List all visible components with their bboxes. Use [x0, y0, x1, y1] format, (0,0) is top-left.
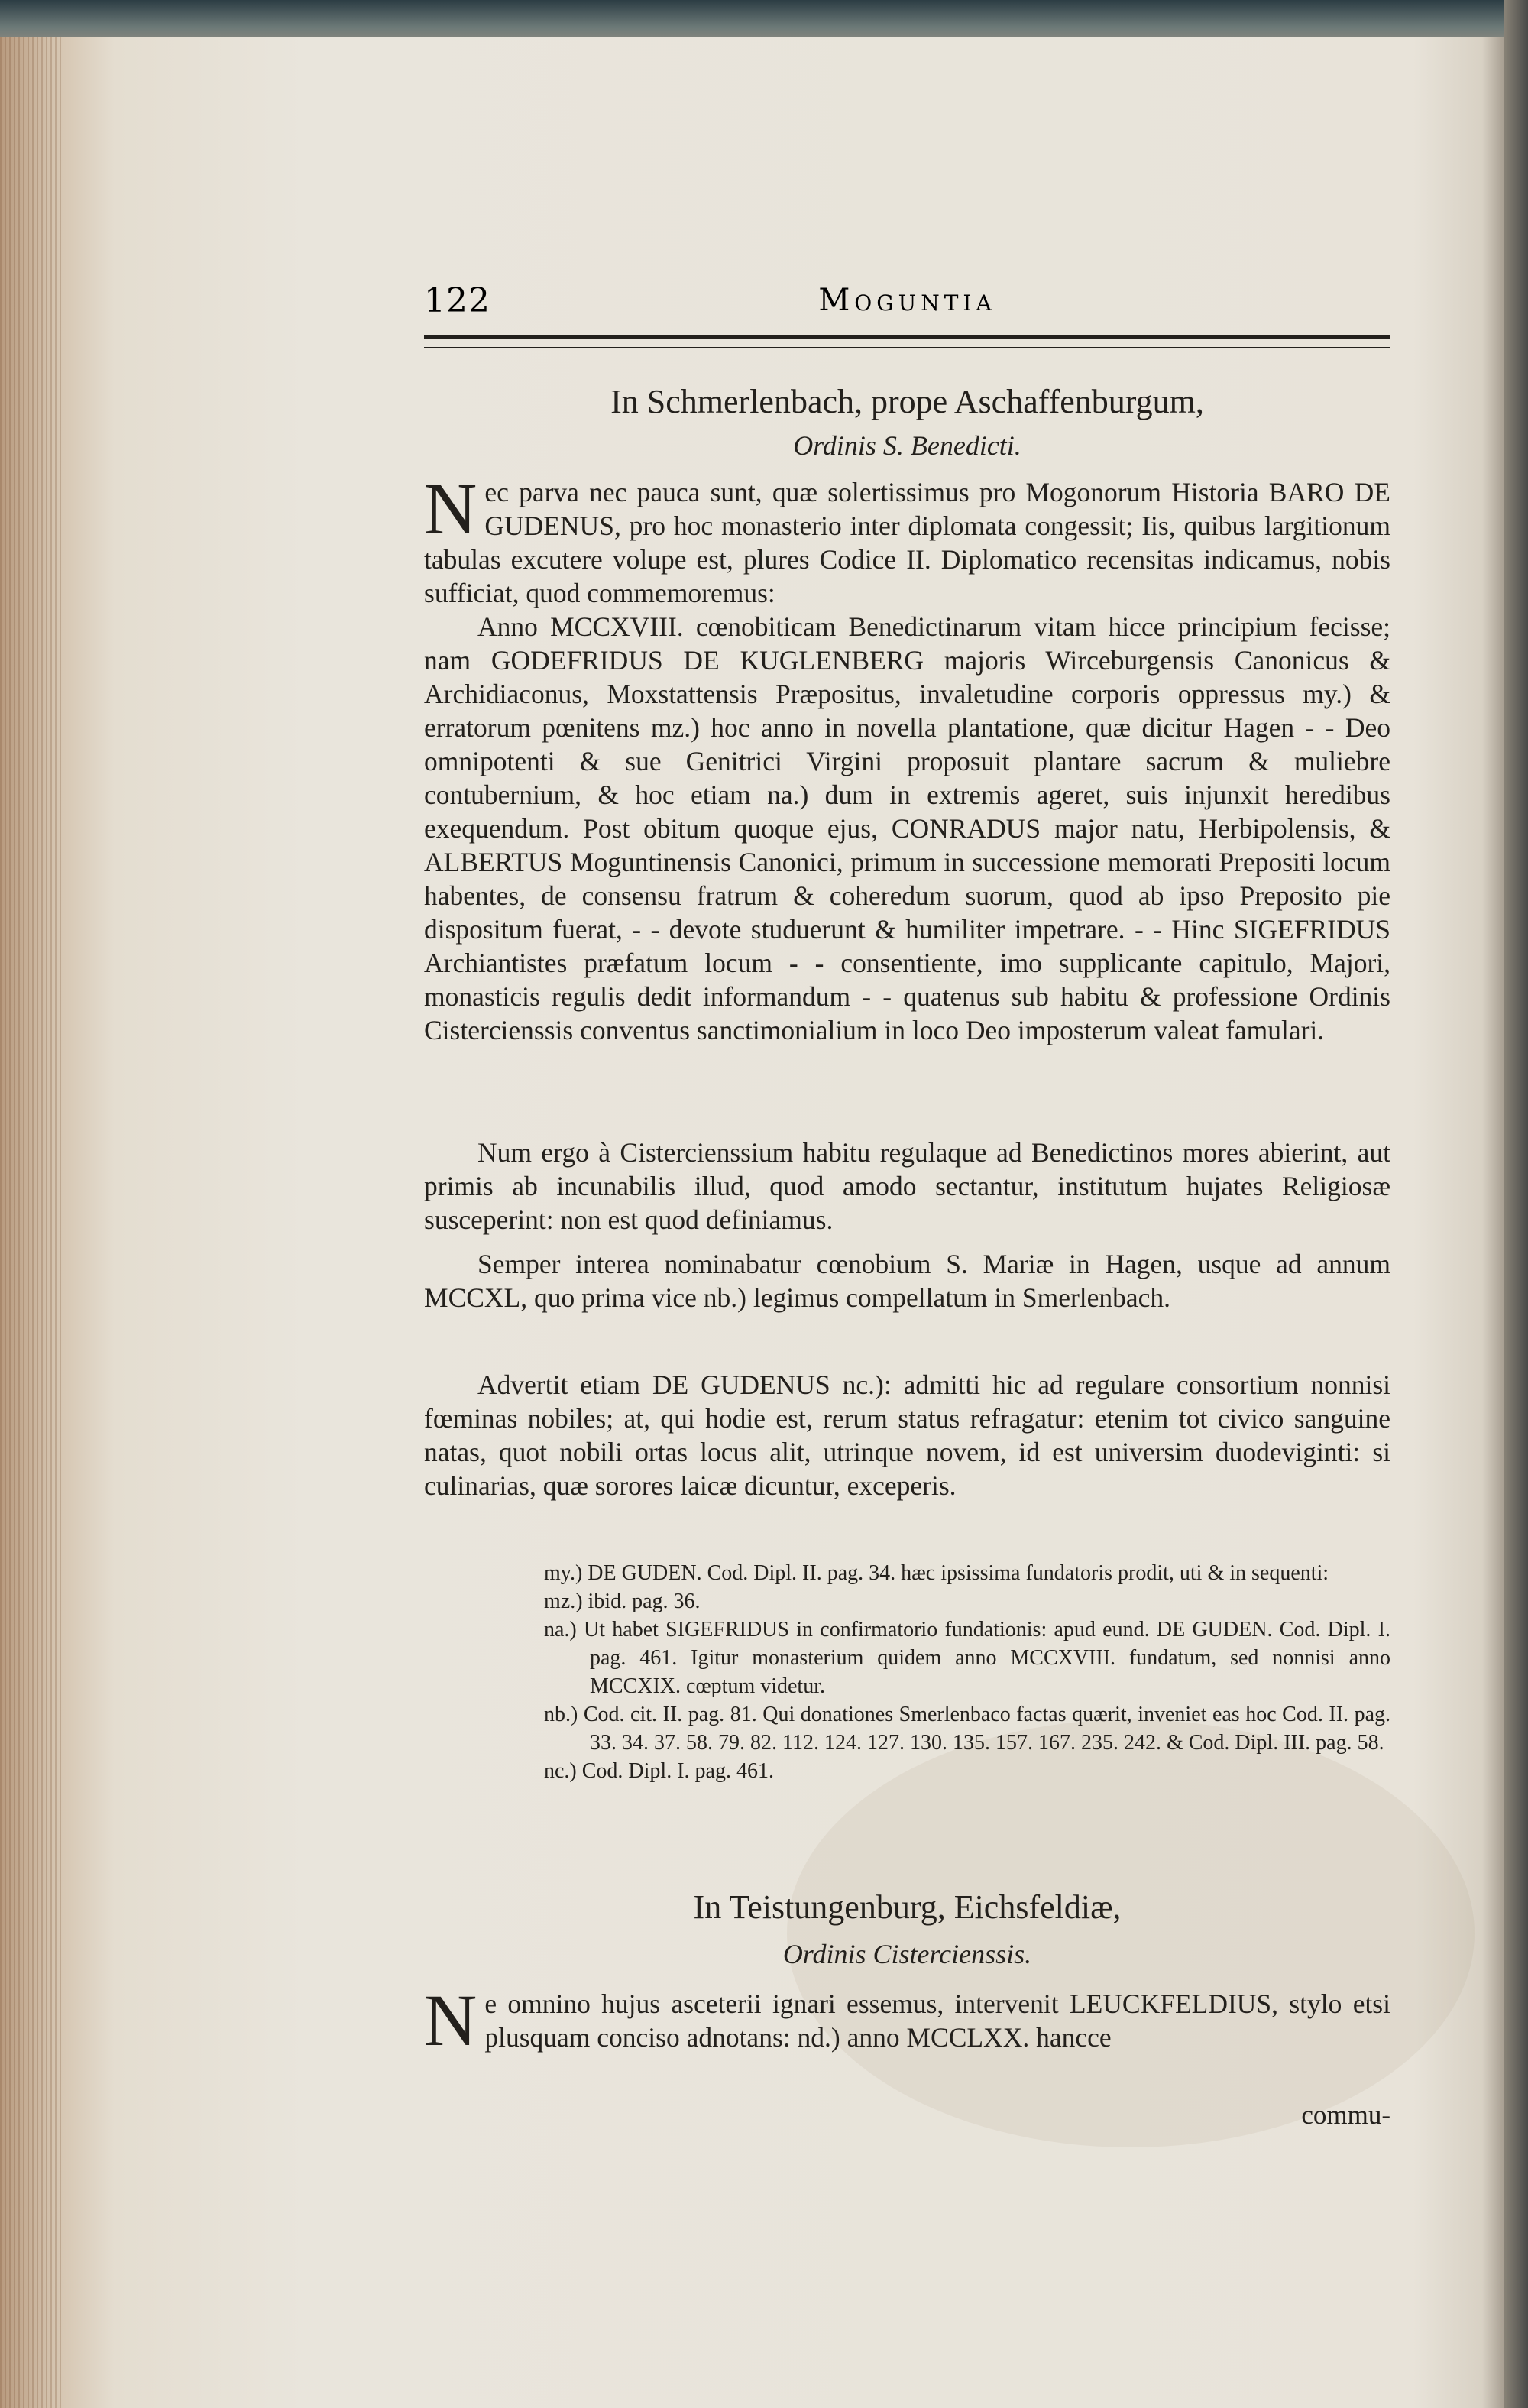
paragraph-text: e omnino hujus asceterii ignari essemus, intervenit LEUCKFELDIUS, stylo etsi plusquam conciso adnotans: nd.) anno MCCLXX. hancce: [484, 1988, 1390, 2053]
drop-cap: N: [424, 1979, 478, 2061]
running-title: Moguntia: [818, 283, 996, 318]
footnote: nb.) Cod. cit. II. pag. 81. Qui donationes Smerlenbaco factas quærit, inveniet eas hoc Cod. II. pag. 33. 34. 37. 58. 79. 82. 112. 124. 127. 130. 135. 157. 167. 235. 242. & Cod. Dipl. III. pag. 58.: [544, 1703, 1390, 1755]
book-edge-right: [1504, 0, 1528, 2408]
catchword: commu-: [1301, 2100, 1390, 2130]
paragraph-intro: [424, 468, 1390, 610]
paragraph-semper: Semper interea nominabatur cœnobium S. Mariæ in Hagen, usque ad annum MCCXL, quo prima vice nb.) legimus compellatum in Smerlenbach.: [424, 1249, 1390, 1313]
footnote: nc.) Cod. Dipl. I. pag. 461.: [544, 1759, 774, 1783]
page-number: 122: [424, 281, 490, 320]
section-subheading-order-2: Ordinis Cistercienssis.: [782, 1939, 1032, 1969]
paragraph-advertit: Advertit etiam DE GUDENUS nc.): admitti hic ad regulare consortium nonnisi fœminas nobiles; at, qui hodie est, rerum status refragatur: etenim tot civico sanguine natas, quot nobili ortas locus alit, utrinque novem, id est universim duodeviginti: si culinarias, quæ sorores laicæ dicuntur, exceperis.: [424, 1369, 1390, 1501]
section-heading-teistungenburg: In Teistungenburg, Eichsfeldiæ,: [693, 1888, 1122, 1926]
section-subheading-order: Ordinis S. Benedicti.: [793, 430, 1021, 461]
footnotes: [544, 1559, 1390, 1785]
paragraph-text: ec parva nec pauca sunt, quæ solertissimus pro Mogonorum Historia BARO DE GUDENUS, pro hoc monasterio inter diplomata congessit; Iis, quibus largitionum tabulas excutere volupe est, plures Codice II. Diplomatico recensitas indicamus, nobis sufficiat, quod commemoremus:: [424, 477, 1390, 608]
paragraph-teistungenburg: [424, 1979, 1390, 2061]
header-rule: [424, 335, 1390, 348]
paragraph-anno: Anno MCCXVIII. cœnobiticam Benedictinarum vitam hicce principium fecisse; nam GODEFRIDUS DE KUGLENBERG majoris Wirceburgensis Canonicus & Archidiaconus, Moxstattensis Præpositus, invaletudine corporis oppressus my.) & erratorum pœnitens mz.) hoc anno in novella plantatione, quæ dicitur Hagen - - Deo omnipotenti & sue Genitrici Virgini proposuit plantare sacrum & muliebre contubernium, & hoc etiam na.) dum in extremis ageret, suis injunxit heredibus exequendum. Post obitum quoque ejus, CONRADUS major natu, Herbipolensis, & ALBERTUS Moguntinensis Canonici, primum in successione memorati Prepositi locum habentes, de consensu fratrum & coheredum suorum, quod ab ipso Preposito pie dispositum fuerat, - - devote studuerunt & humiliter impetrare. - - Hinc SIGEFRIDUS Archiantistes præfatum locum - - consentiente, imo supplicante capitulo, Majori, monasticis regulis dedit informandum - - quatenus sub habitu & professione Ordinis Cistercienssis conventus sanctimonialium in loco Deo imposterum valeat famulari.: [424, 611, 1390, 1045]
paragraph-num-ergo: Num ergo à Cistercienssium habitu regulaque ad Benedictinos mores abierint, aut primis ab incunabilis illud, quod amodo sectantur, institutum hujates Religiosæ susceperint: non est quod definiamus.: [424, 1137, 1390, 1235]
drop-cap: N: [424, 468, 478, 549]
footnote: mz.) ibid. pag. 36.: [544, 1590, 701, 1613]
page-gutter: [0, 37, 61, 2408]
running-head: [424, 281, 1390, 327]
footnote: my.) DE GUDEN. Cod. Dipl. II. pag. 34. hæc ipsissima fundatoris prodit, uti & in sequenti:: [544, 1561, 1329, 1585]
footnote: na.) Ut habet SIGEFRIDUS in confirmatorio fundationis: apud eund. DE GUDEN. Cod. Dipl. I. pag. 461. Igitur monasterium quidem anno MCCXVIII. fundatum, sed nonnisi anno MCCXIX. cœptum videtur.: [544, 1618, 1390, 1698]
section-heading-schmerlenbach: In Schmerlenbach, prope Aschaffenburgum,: [610, 383, 1204, 420]
